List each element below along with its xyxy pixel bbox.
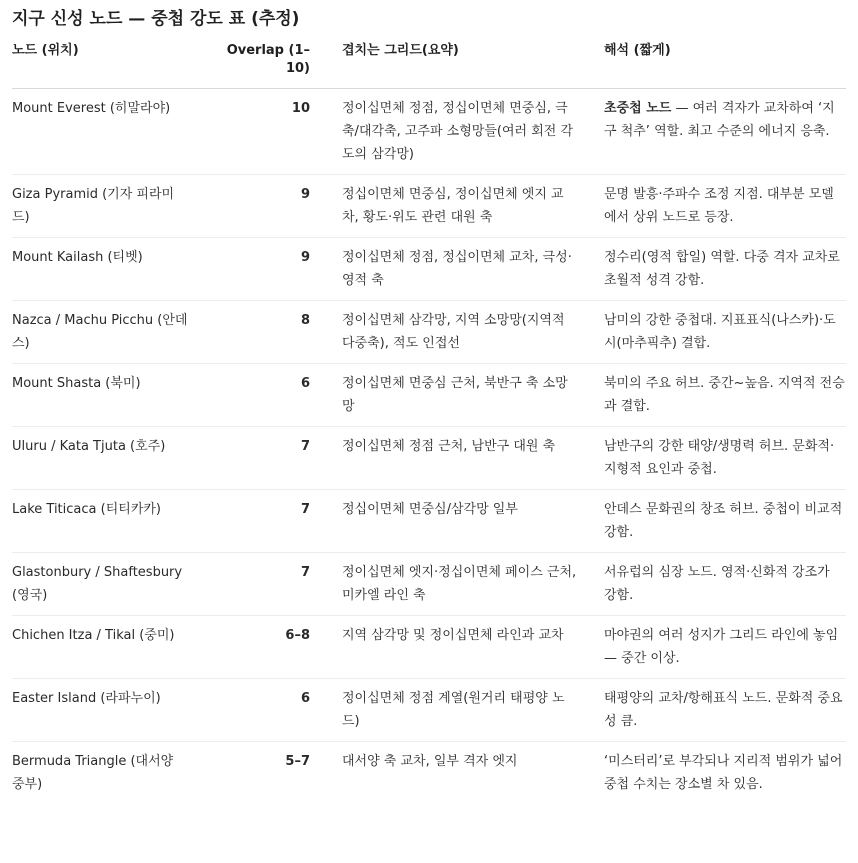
page-title: 지구 신성 노드 — 중첩 강도 표 (추정) xyxy=(12,9,300,29)
cell-grid: 정이십면체 엣지·정십이면체 페이스 근처, 미카엘 라인 축 xyxy=(310,553,596,616)
cell-overlap: 6 xyxy=(204,364,310,427)
cell-interp-text: 마야권의 여러 성지가 그리드 라인에 놓임 — 중간 이상. xyxy=(604,628,839,666)
cell-interp-text: 태평양의 교차/항해표식 노드. 문화적 중요성 큼. xyxy=(604,691,843,729)
cell-grid: 지역 삼각망 및 정이십면체 라인과 교차 xyxy=(310,616,596,679)
cell-grid: 대서양 축 교차, 일부 격자 엣지 xyxy=(342,754,518,769)
cell-node: Mount Shasta (북미) xyxy=(12,364,204,427)
cell-interp-text: 안데스 문화권의 창조 허브. 중첩이 비교적 강함. xyxy=(604,502,843,540)
table-row xyxy=(12,616,846,679)
cell-node: Easter Island (라파누이) xyxy=(12,679,204,742)
header-interp: 해석 (짧게) xyxy=(596,36,846,89)
cell-grid: 정십이면체 면중심, 정이십면체 엣지 교차, 황도·위도 관련 대원 축 xyxy=(310,175,596,238)
cell-overlap: 7 xyxy=(204,490,310,553)
cell-grid: 정이십면체 정점, 정십이면체 교차, 극성·영적 축 xyxy=(310,238,596,301)
cell-overlap: 6–8 xyxy=(204,616,310,679)
table-row xyxy=(12,679,846,742)
cell-grid: 정이십면체 면중심 근처, 북반구 축 소망망 xyxy=(310,364,596,427)
cell-node: Uluru / Kata Tjuta (호주) xyxy=(12,427,204,490)
cell-interp xyxy=(596,175,846,238)
cell-interp xyxy=(596,553,846,616)
cell-interp-text: 문명 발흥·주파수 조정 지점. 대부분 모델에서 상위 노드로 등장. xyxy=(604,187,834,225)
cell-interp xyxy=(596,490,846,553)
cell-interp xyxy=(596,301,846,364)
overlap-table xyxy=(12,36,846,804)
table-row xyxy=(12,238,846,301)
table-row xyxy=(12,490,846,553)
cell-interp-emphasis: 초중첩 노드 xyxy=(604,101,672,116)
cell-interp xyxy=(596,616,846,679)
cell-overlap: 10 xyxy=(204,89,310,175)
header-grid: 겹치는 그리드(요약) xyxy=(310,36,596,89)
cell-interp-text: 정수리(영적 합일) 역할. 다중 격자 교차로 초월적 성격 강함. xyxy=(604,250,840,288)
cell-grid: 정이십면체 정점 근처, 남반구 대원 축 xyxy=(310,427,596,490)
table-row xyxy=(12,364,846,427)
cell-interp xyxy=(596,364,846,427)
header-node: 노드 (위치) xyxy=(12,36,204,89)
cell-interp-text: 남미의 강한 중첩대. 지표표식(나스카)·도시(마추픽추) 결합. xyxy=(604,313,836,351)
cell-grid: 정이십면체 정점 계열(원거리 태평양 노드) xyxy=(310,679,596,742)
table-row xyxy=(12,553,846,616)
cell-overlap: 6 xyxy=(204,679,310,742)
cell-node: Chichen Itza / Tikal (중미) xyxy=(12,616,204,679)
table-body xyxy=(12,89,846,805)
table-header-row xyxy=(12,36,846,89)
cell-interp-text: 북미의 주요 허브. 중간~높음. 지역적 전승과 결합. xyxy=(604,376,845,414)
cell-node: Nazca / Machu Picchu (안데스) xyxy=(12,301,204,364)
cell-overlap: 9 xyxy=(204,175,310,238)
cell-interp xyxy=(596,679,846,742)
cell-node: Giza Pyramid (기자 피라미드) xyxy=(12,175,204,238)
cell-interp xyxy=(596,238,846,301)
cell-node: Lake Titicaca (티티카카) xyxy=(12,490,204,553)
table-row xyxy=(12,427,846,490)
cell-overlap: 7 xyxy=(204,553,310,616)
cell-grid: 정이십면체 삼각망, 지역 소망망(지역적 다중축), 적도 인접선 xyxy=(310,301,596,364)
table-row xyxy=(12,742,846,805)
header-overlap: Overlap (1–10) xyxy=(204,36,310,89)
cell-interp-text: ‘미스터리’로 부각되나 지리적 범위가 넓어 중첩 수치는 장소별 차 있음. xyxy=(604,754,843,792)
cell-node: Mount Kailash (티벳) xyxy=(12,238,204,301)
table-row xyxy=(12,175,846,238)
cell-node: Glastonbury / Shaftesbury (영국) xyxy=(12,553,204,616)
cell-grid: 정십이면체 면중심/삼각망 일부 xyxy=(310,490,596,553)
table-row xyxy=(12,89,846,175)
cell-overlap: 8 xyxy=(204,301,310,364)
cell-interp xyxy=(596,427,846,490)
table-row xyxy=(12,301,846,364)
cell-grid: 정이십면체 정점, 정십이면체 면중심, 극축/대각축, 고주파 소형망들(여러 회전 각도의 삼각망) xyxy=(310,89,596,175)
cell-interp-text: 남반구의 강한 태양/생명력 허브. 문화적·지형적 요인과 중첩. xyxy=(604,439,835,477)
cell-interp xyxy=(596,742,846,805)
cell-overlap: 7 xyxy=(204,427,310,490)
cell-interp xyxy=(596,89,846,175)
cell-interp-text: 서유럽의 심장 노드. 영적·신화적 강조가 강함. xyxy=(604,565,830,603)
cell-overlap: 5–7 xyxy=(285,754,310,769)
cell-node: Mount Everest (히말라야) xyxy=(12,89,204,175)
cell-interp-text: — 여러 격자가 교차하여 ‘지구 척추’ 역할. 최고 수준의 에너지 응축. xyxy=(604,101,835,139)
cell-node: Bermuda Triangle (대서양 중부) xyxy=(12,754,174,792)
cell-overlap: 9 xyxy=(204,238,310,301)
